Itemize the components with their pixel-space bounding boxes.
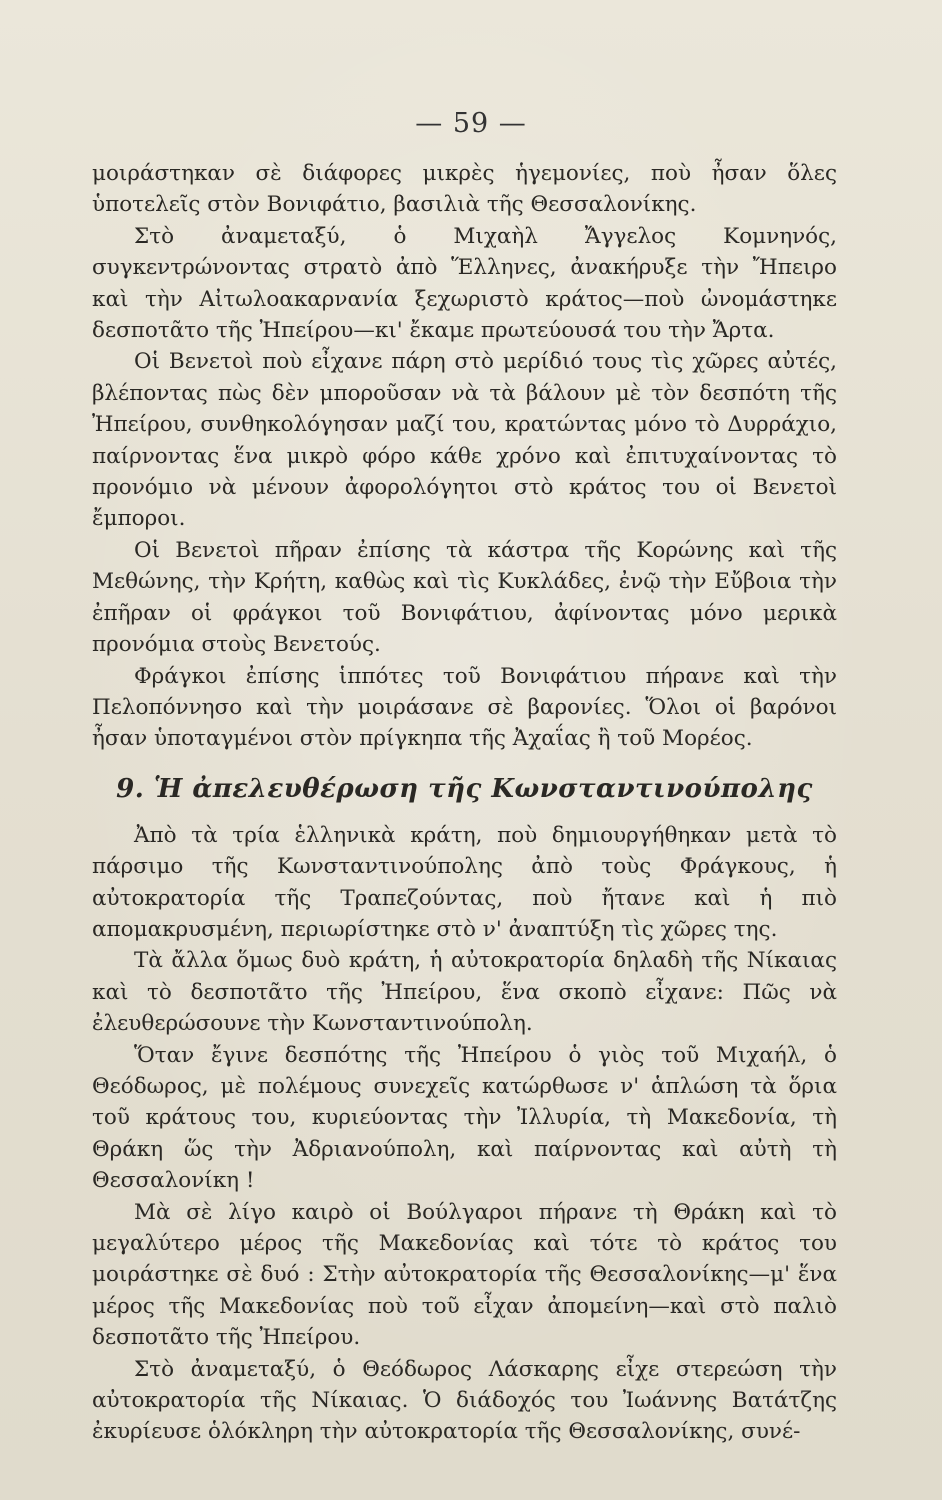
page-number: — 59 — — [415, 108, 527, 139]
section-heading: 9. Ἡ ἀπελευθέρωση τῆς Κωνσταντινούπολης — [116, 773, 813, 804]
paragraph: μοιράστηκαν σὲ διάφορες μικρὲς ἡγεμονίες, ποὺ ἦσαν ὅλες ὑποτελεῖς στὸν Βονιφάτιο, βασιλιὰ τῆς Θεσσαλονίκης. — [92, 161, 837, 218]
paragraph: Οἱ Βενετοὶ πῆραν ἐπίσης τὰ κάστρα τῆς Κορώνης καὶ τῆς Μεθώνης, τὴν Κρήτη, καθὼς καὶ τὶς Κυκλάδες, ἐνῷ τὴν Εὔβοια τὴν ἐπῆραν οἱ φράγκοι τοῦ Βονιφάτιου, ἀφίνοντας μόνο μερικὰ προνόμια στοὺς Βενετούς. — [92, 537, 837, 658]
body-text — [92, 158, 837, 1448]
paragraph: Φράγκοι ἐπίσης ἱππότες τοῦ Βονιφάτιου πήρανε καὶ τὴν Πελοπόννησο καὶ τὴν μοιράσανε σὲ βαρονίες. Ὅλοι οἱ βαρόνοι ἦσαν ὑποταγμένοι στὸν πρίγκηπα τῆς Ἀχαΐας ἢ τοῦ Μορέος. — [92, 663, 837, 752]
paragraph: Στὸ ἀναμεταξύ, ὁ Θεόδωρος Λάσκαρης εἶχε στερεώση τὴν αὐτοκρατορία τῆς Νίκαιας. Ὁ διάδοχός του Ἰωάννης Βατάτζης ἐκυρίευσε ὁλόκληρη τὴν αὐτοκρατορία τῆς Θεσσαλονίκης, συνέ- — [92, 1356, 837, 1445]
paragraph: Ὅταν ἔγινε δεσπότης τῆς Ἠπείρου ὁ γιὸς τοῦ Μιχαήλ, ὁ Θεόδωρος, μὲ πολέμους συνεχεῖς κατώρθωσε ν' ἁπλώση τὰ ὅρια τοῦ κράτους του, κυριεύοντας τὴν Ἰλλυρία, τὴ Μακεδονία, τὴ Θράκη ὥς τὴν Ἀδριανούπολη, καὶ παίρνοντας καὶ αὐτὴ τὴ Θεσσαλονίκη ! — [92, 1042, 837, 1194]
paragraph: Στὸ ἀναμεταξύ, ὁ Μιχαὴλ Ἄγγελος Κομνηνός, συγκεντρώνοντας στρατὸ ἀπὸ Ἕλληνες, ἀνακήρυξε τὴν Ἤπειρο καὶ τὴν Αἰτωλοακαρνανία ξεχωριστὸ κράτος—ποὺ ὠνομάστηκε δεσποτᾶτο τῆς Ἠπείρου—κι' ἔκαμε πρωτεύουσά του τὴν Ἄρτα. — [92, 223, 837, 344]
paragraph: Τὰ ἄλλα ὅμως δυὸ κράτη, ἡ αὐτοκρατορία δηλαδὴ τῆς Νίκαιας καὶ τὸ δεσποτᾶτο τῆς Ἠπείρου, ἕνα σκοπὸ εἶχανε: Πῶς νὰ ἐλευθερώσουνε τὴν Κωνσταντινούπολη. — [92, 948, 837, 1037]
paragraph: Οἱ Βενετοὶ ποὺ εἶχανε πάρη στὸ μερίδιό τους τὶς χῶρες αὐτές, βλέποντας πὼς δὲν μποροῦσαν νὰ τὰ βάλουν μὲ τὸν δεσπότη τῆς Ἠπείρου, συνθηκολόγησαν μαζί του, κρατώντας μόνο τὸ Δυρράχιο, παίρνοντας ἕνα μικρὸ φόρο κάθε χρόνο καὶ ἐπιτυχαίνοντας τὸ προνόμιο νὰ μένουν ἀφορολόγητοι στὸ κράτος του οἱ Βενετοὶ ἔμποροι. — [92, 349, 837, 532]
paragraph: Μὰ σὲ λίγο καιρὸ οἱ Βούλγαροι πήρανε τὴ Θράκη καὶ τὸ μεγαλύτερο μέρος τῆς Μακεδονίας καὶ τότε τὸ κράτος του μοιράστηκε σὲ δυό : Στὴν αὐτοκρατορία τῆς Θεσσαλονίκης—μ' ἕνα μέρος τῆς Μακεδονίας ποὺ τοῦ εἶχαν ἀπομείνη—καὶ στὸ παλιὸ δεσποτᾶτο τῆς Ἠπείρου. — [92, 1199, 837, 1351]
paragraph: Ἀπὸ τὰ τρία ἑλληνικὰ κράτη, ποὺ δημιουργήθηκαν μετὰ τὸ πάρσιμο τῆς Κωνσταντινούπολης ἀπὸ τοὺς Φράγκους, ἡ αὐτοκρατορία τῆς Τραπεζούντας, ποὺ ἤτανε καὶ ἡ πιὸ απομακρυσμένη, περιωρίστηκε στὸ ν' ἀναπτύξη τὶς χῶρες της. — [92, 822, 837, 942]
